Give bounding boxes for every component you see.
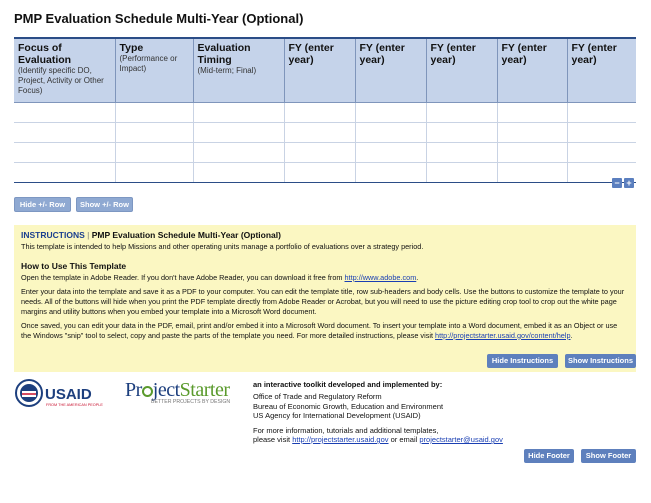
table-cell[interactable] xyxy=(497,123,567,143)
table-row xyxy=(14,143,636,163)
footer-text xyxy=(253,380,503,444)
column-heading: FY (enter year) xyxy=(288,42,334,66)
remove-row-button[interactable]: − xyxy=(612,178,622,188)
instructions-step-3 xyxy=(21,321,629,340)
column-heading: FY (enter year) xyxy=(430,42,476,66)
table-cell[interactable] xyxy=(497,103,567,123)
table-cell[interactable] xyxy=(426,163,497,183)
instructions-separator: | xyxy=(87,230,90,240)
table-cell[interactable] xyxy=(355,143,426,163)
table-cell[interactable] xyxy=(284,103,355,123)
table-row xyxy=(14,103,636,123)
hide-row-button[interactable]: Hide +/- Row xyxy=(14,197,71,212)
table-cell[interactable] xyxy=(426,123,497,143)
visit-line xyxy=(253,435,503,444)
show-footer-button[interactable]: Show Footer xyxy=(581,449,636,463)
org-line-3: US Agency for International Development (USAID) xyxy=(253,411,421,421)
table-cell[interactable] xyxy=(284,123,355,143)
or-email-text: or email xyxy=(390,435,418,445)
instructions-heading xyxy=(21,231,629,241)
table-cell[interactable] xyxy=(115,163,193,183)
show-row-button[interactable]: Show +/- Row xyxy=(76,197,133,212)
adobe-link[interactable]: http://www.adobe.com xyxy=(344,272,417,282)
table-cell[interactable] xyxy=(193,163,284,183)
ps-o-icon xyxy=(142,386,153,397)
hide-footer-button[interactable]: Hide Footer xyxy=(524,449,574,463)
column-header-4 xyxy=(284,38,355,103)
column-heading: Evaluation Timing xyxy=(197,42,251,66)
table-header-row xyxy=(14,38,636,103)
column-heading: Type xyxy=(119,42,144,54)
usaid-logo xyxy=(14,378,109,410)
projectstarter-logo xyxy=(125,379,230,405)
column-header-8 xyxy=(567,38,636,103)
table-cell[interactable] xyxy=(284,163,355,183)
table-cell[interactable] xyxy=(14,163,115,183)
usaid-wordmark: USAID xyxy=(45,386,92,403)
table-cell[interactable] xyxy=(355,103,426,123)
ps-tagline: BETTER PROJECTS BY DESIGN xyxy=(151,399,231,405)
table-cell[interactable] xyxy=(567,103,636,123)
table-cell[interactable] xyxy=(193,123,284,143)
column-heading: FY (enter year) xyxy=(501,42,547,66)
table-cell[interactable] xyxy=(115,103,193,123)
ps-name-a: Pr xyxy=(125,379,142,401)
column-header-7 xyxy=(497,38,567,103)
instructions-intro: This template is intended to help Missions and other operating units manage a portfolio of evaluations over a strategy period. xyxy=(21,241,424,251)
add-row-button[interactable]: + xyxy=(624,178,634,188)
column-header-1 xyxy=(14,38,115,103)
table-cell[interactable] xyxy=(497,143,567,163)
evaluation-schedule-table xyxy=(14,37,636,183)
column-header-2 xyxy=(115,38,193,103)
help-link[interactable]: http://projectstarter.usaid.gov/content/help xyxy=(435,330,571,340)
more-info: For more information, tutorials and additional templates, xyxy=(253,425,439,435)
column-heading: FY (enter year) xyxy=(571,42,617,66)
column-heading: Focus of Evaluation xyxy=(18,42,72,66)
column-header-6 xyxy=(426,38,497,103)
page-title: PMP Evaluation Schedule Multi-Year (Optional) xyxy=(14,11,304,26)
column-header-5 xyxy=(355,38,426,103)
table-cell[interactable] xyxy=(497,163,567,183)
instructions-label: INSTRUCTIONS xyxy=(21,230,85,240)
table-cell[interactable] xyxy=(426,103,497,123)
table-cell[interactable] xyxy=(193,103,284,123)
table-cell[interactable] xyxy=(567,123,636,143)
usaid-tagline: FROM THE AMERICAN PEOPLE xyxy=(46,403,103,407)
ps-name-b: ject xyxy=(152,379,180,401)
column-subheading: (Identify specific DO, Project, Activity or Other Focus) xyxy=(18,66,104,95)
column-header-3 xyxy=(193,38,284,103)
table-cell[interactable] xyxy=(115,123,193,143)
step-1-period: . xyxy=(416,272,419,282)
instructions-step-3-text: Once saved, you can edit your data in the PDF, email, print and/or embed it into a Microsoft Word document. To insert your template into a Word document, embed it as an Object or use the Windows "snip" tool to select, copy and paste the parts of the template you need. For more detailed instructions, please visit xyxy=(21,321,618,340)
table-row xyxy=(14,123,636,143)
table-cell[interactable] xyxy=(14,103,115,123)
table-cell[interactable] xyxy=(14,123,115,143)
column-subheading: (Mid-term; Final) xyxy=(197,66,257,75)
column-subheading: (Performance or Impact) xyxy=(119,54,178,73)
projectstarter-link[interactable]: http://projectstarter.usaid.gov xyxy=(292,435,389,445)
hide-instructions-button[interactable]: Hide Instructions xyxy=(487,354,558,368)
visit-text: please visit xyxy=(253,435,291,445)
table-cell[interactable] xyxy=(355,163,426,183)
instructions-step-1 xyxy=(21,273,629,283)
table-cell[interactable] xyxy=(567,143,636,163)
instructions-panel xyxy=(14,225,636,372)
instructions-title: PMP Evaluation Schedule Multi-Year (Optional) xyxy=(91,230,281,240)
table-cell[interactable] xyxy=(284,143,355,163)
table-row xyxy=(14,163,636,183)
developed-by: an interactive toolkit developed and implemented by: xyxy=(253,380,443,389)
show-instructions-button[interactable]: Show Instructions xyxy=(565,354,636,368)
table-cell[interactable] xyxy=(193,143,284,163)
instructions-step-2: Enter your data into the template and save it as a PDF to your computer. You can edit the template title, row sub-headers and body cells. Use the buttons to customize the template to your needs. All of the buttons will hide when you print the PDF template directly from Adobe Reader or Acrobat, but you will need to use the picture editing crop tool to crop out the white page margins and utility buttons when you embed your template into a Microsoft Word document. xyxy=(21,287,625,316)
table-cell[interactable] xyxy=(14,143,115,163)
ps-name-c: Starter xyxy=(179,379,230,401)
org-line-2: Bureau of Economic Growth, Education and Environment xyxy=(253,401,444,411)
email-link[interactable]: projectstarter@usaid.gov xyxy=(419,435,503,445)
org-line-1: Office of Trade and Regulatory Reform xyxy=(253,392,382,402)
step-3-period: . xyxy=(570,330,573,340)
table-cell[interactable] xyxy=(426,143,497,163)
table-cell[interactable] xyxy=(355,123,426,143)
row-controls xyxy=(612,178,634,188)
how-to-title: How to Use This Template xyxy=(21,261,127,272)
column-heading: FY (enter year) xyxy=(359,42,405,66)
table-cell[interactable] xyxy=(115,143,193,163)
instructions-step-1-text: Open the template in Adobe Reader. If you don't have Adobe Reader, you can download it free from xyxy=(21,272,343,282)
